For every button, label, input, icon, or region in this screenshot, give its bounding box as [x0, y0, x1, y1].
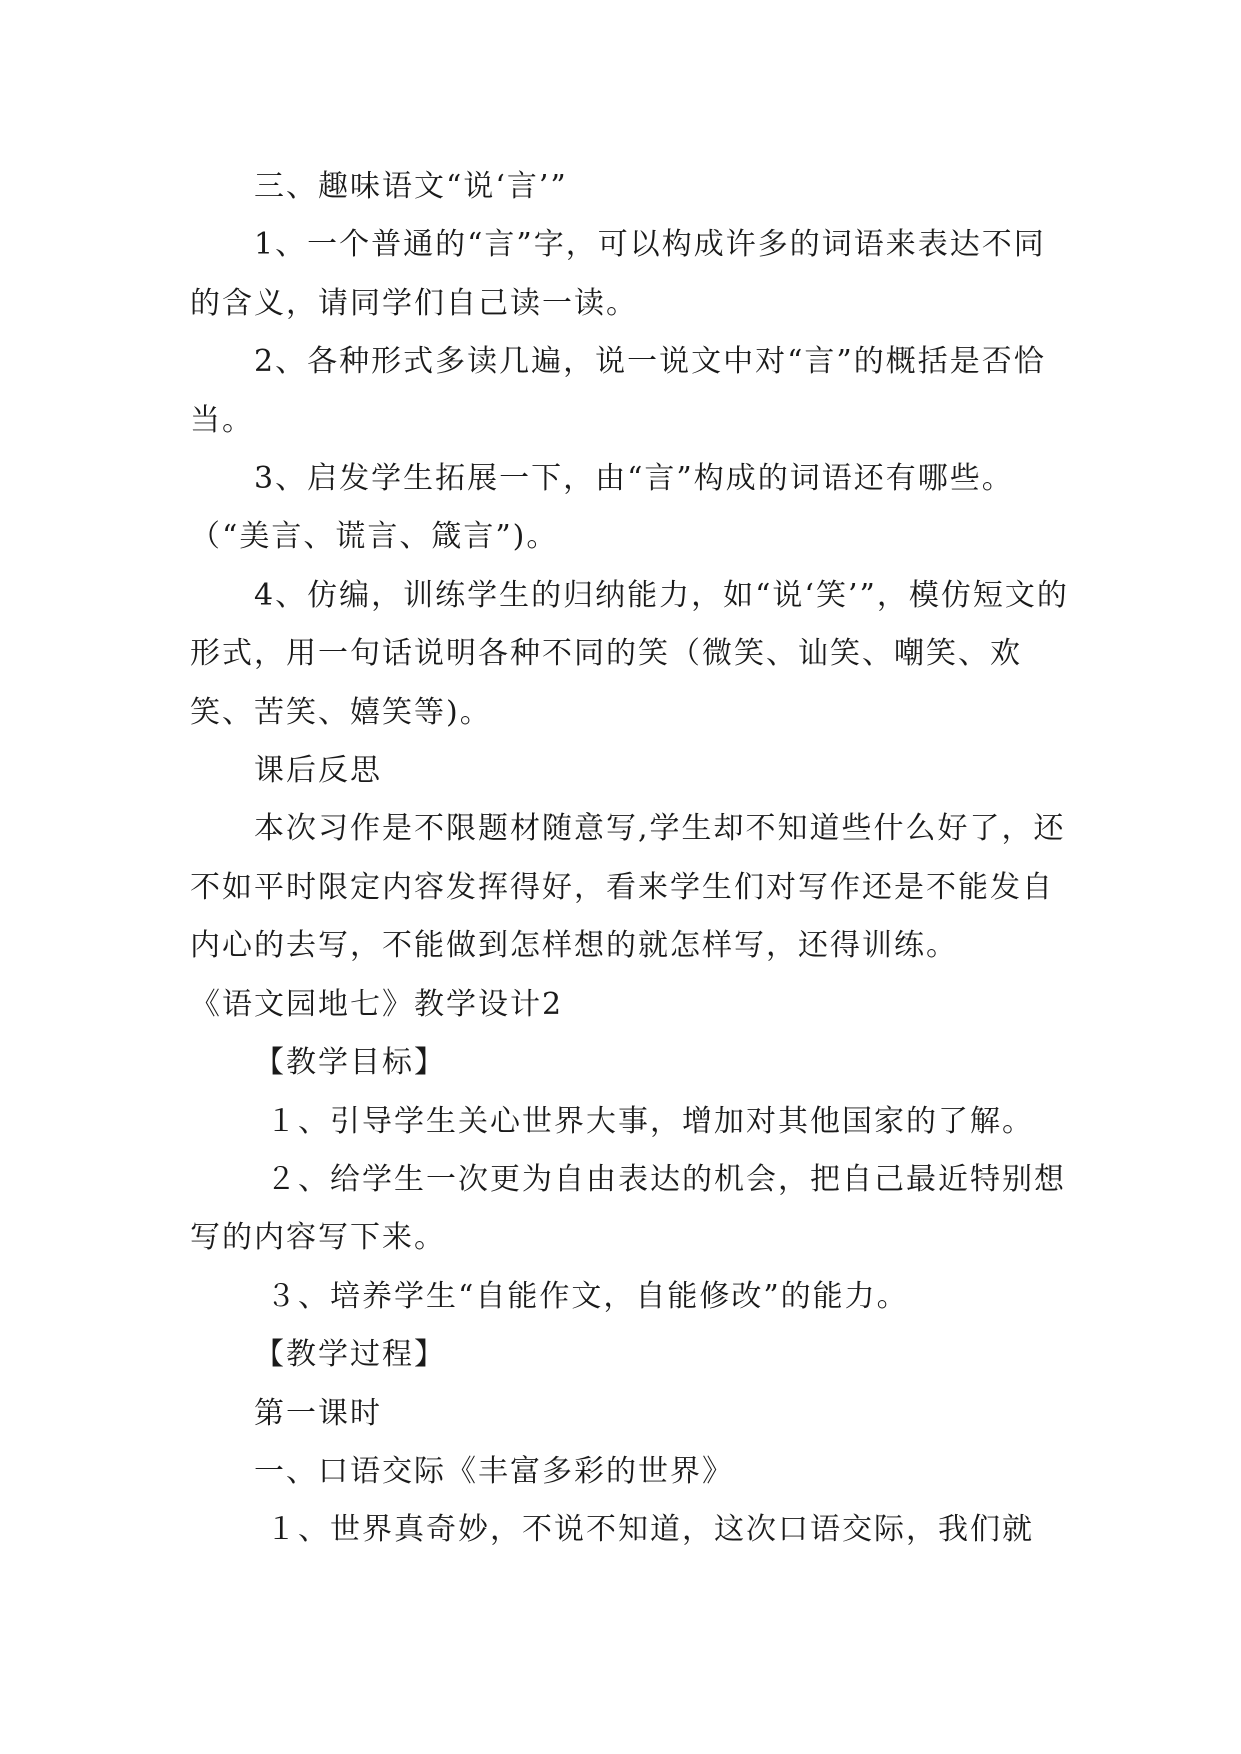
list-item-2: 2、各种形式多读几遍，说一说文中对“言”的概括是否恰当。: [190, 344, 1046, 438]
goal-item-3: ３、培养学生“自能作文，自能修改”的能力。: [266, 1278, 909, 1314]
section-heading-reflection: 课后反思: [254, 753, 382, 789]
document-body: [190, 158, 1070, 1560]
design-title: 《语文园地七》教学设计2: [190, 986, 564, 1022]
teaching-process-heading: 【教学过程】: [254, 1337, 446, 1373]
lesson-heading: 第一课时: [254, 1395, 382, 1431]
oral-item-1: １、世界真奇妙，不说不知道，这次口语交际，我们就: [266, 1512, 1034, 1548]
list-item-3: 3、启发学生拓展一下，由“言”构成的词语还有哪些。（“美言、谎言、箴言”)。: [190, 461, 1014, 555]
reflection-paragraph: 本次习作是不限题材随意写,学生却不知道些什么好了，还不如平时限定内容发挥得好，看来学生们对写作还是不能发自内心的去写，不能做到怎样想的就怎样写，还得训练。: [190, 811, 1066, 964]
goal-item-2: ２、给学生一次更为自由表达的机会，把自己最近特别想写的内容写下来。: [190, 1161, 1066, 1256]
teaching-goals-heading: 【教学目标】: [254, 1045, 446, 1081]
list-item-4: 4、仿编，训练学生的归纳能力，如“说‘笑’”，模仿短文的形式，用一句话说明各种不同的笑（微笑、讪笑、嘲笑、欢笑、苦笑、嬉笑等)。: [190, 577, 1069, 730]
section-heading-fun-chinese: 三、趣味语文“说‘言’”: [254, 169, 568, 204]
oral-communication-heading: 一、口语交际《丰富多彩的世界》: [254, 1453, 734, 1489]
goal-item-1: １、引导学生关心世界大事，增加对其他国家的了解。: [266, 1103, 1034, 1139]
list-item-1: 1、一个普通的“言”字，可以构成许多的词语来表达不同的含义，请同学们自己读一读。: [190, 227, 1046, 321]
